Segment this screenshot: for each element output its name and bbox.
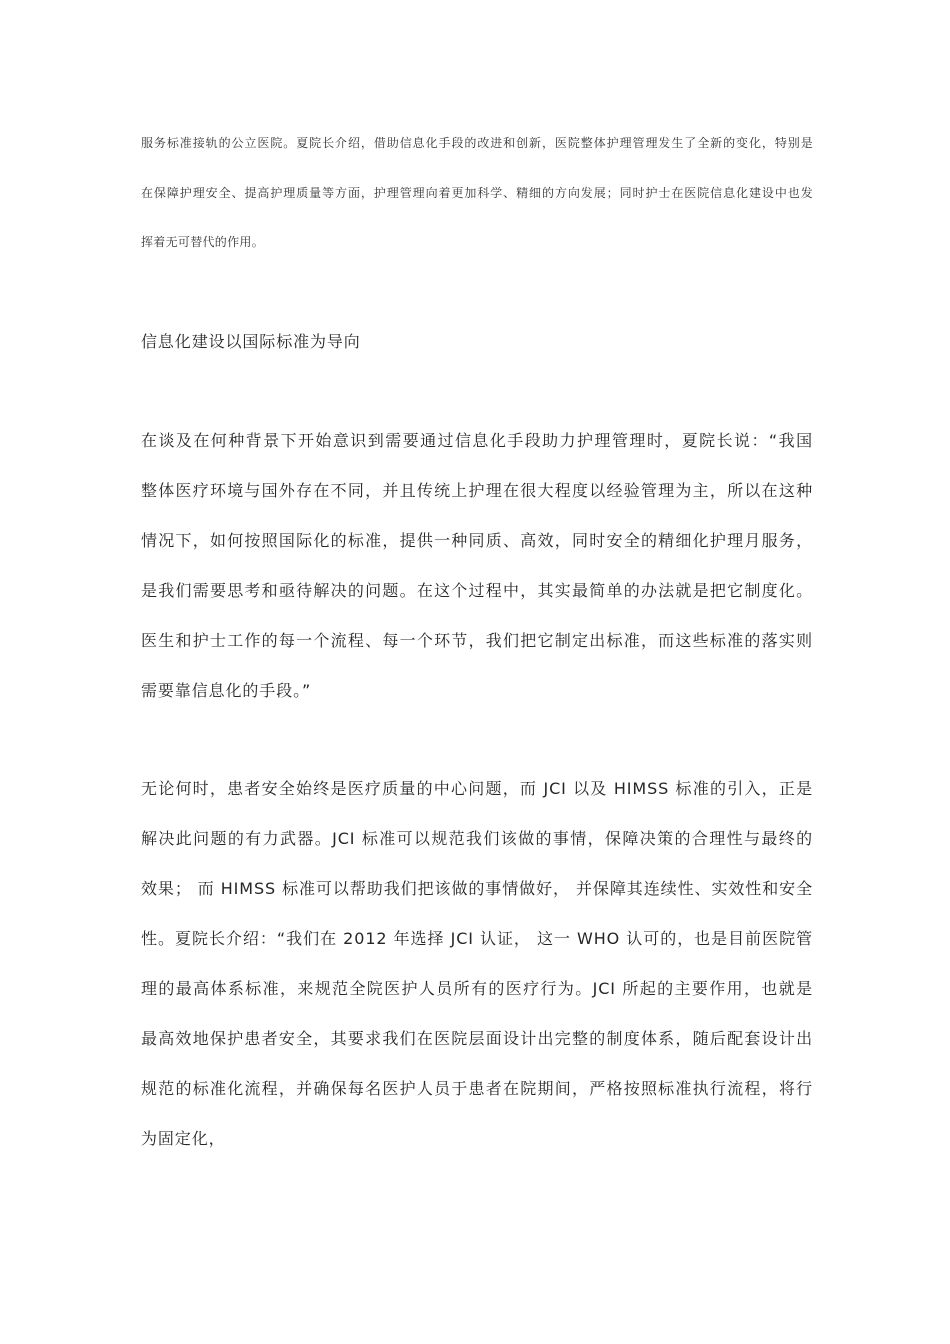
paragraph-line: 性。夏院长介绍：“我们在 2012 年选择 JCI 认证， 这一 WHO 认可的，也是目前医院管	[141, 929, 813, 948]
paragraph-line: 解决此问题的有力武器。JCI 标准可以规范我们该做的事情，保障决策的合理性与最终的	[141, 829, 813, 848]
paragraph-line: 效果； 而 HIMSS 标准可以帮助我们把该做的事情做好， 并保障其连续性、实效性和安全	[141, 879, 813, 898]
paragraph-line: 最高效地保护患者安全，其要求我们在医院层面设计出完整的制度体系，随后配套设计出	[141, 1029, 813, 1048]
paragraph-line: 规范的标准化流程，并确保每名医护人员于患者在院期间，严格按照标准执行流程，将行	[141, 1079, 813, 1098]
paragraph-line: 为固定化，	[141, 1129, 226, 1148]
paragraph-line: 挥着无可替代的作用。	[141, 235, 265, 249]
paragraph-line: 服务标准接轨的公立医院。夏院长介绍，借助信息化手段的改进和创新，医院整体护理管理发生了全新的变化，特别是	[141, 136, 813, 150]
paragraph-line: 在谈及在何种背景下开始意识到需要通过信息化手段助力护理管理时，夏院长说：“我国	[141, 431, 813, 450]
paragraph-line: 需要靠信息化的手段。”	[141, 681, 312, 700]
paragraph-line: 在保障护理安全、提高护理质量等方面，护理管理向着更加科学、精细的方向发展；同时护士在医院信息化建设中也发	[141, 186, 813, 200]
paragraph-line: 是我们需要思考和亟待解决的问题。在这个过程中，其实最简单的办法就是把它制度化。	[141, 581, 813, 600]
section-heading: 信息化建设以国际标准为导向	[141, 332, 361, 351]
paragraph-line: 医生和护士工作的每一个流程、每一个环节，我们把它制定出标准，而这些标准的落实则	[141, 631, 813, 650]
paragraph-line: 理的最高体系标准，来规范全院医护人员所有的医疗行为。JCI 所起的主要作用，也就是	[141, 979, 813, 998]
paragraph-line: 情况下，如何按照国际化的标准，提供一种同质、高效，同时安全的精细化护理月服务，	[141, 531, 813, 550]
paragraph-line: 整体医疗环境与国外存在不同，并且传统上护理在很大程度以经验管理为主，所以在这种	[141, 481, 813, 500]
paragraph-line: 无论何时，患者安全始终是医疗质量的中心问题，而 JCI 以及 HIMSS 标准的引入，正是	[141, 779, 813, 798]
